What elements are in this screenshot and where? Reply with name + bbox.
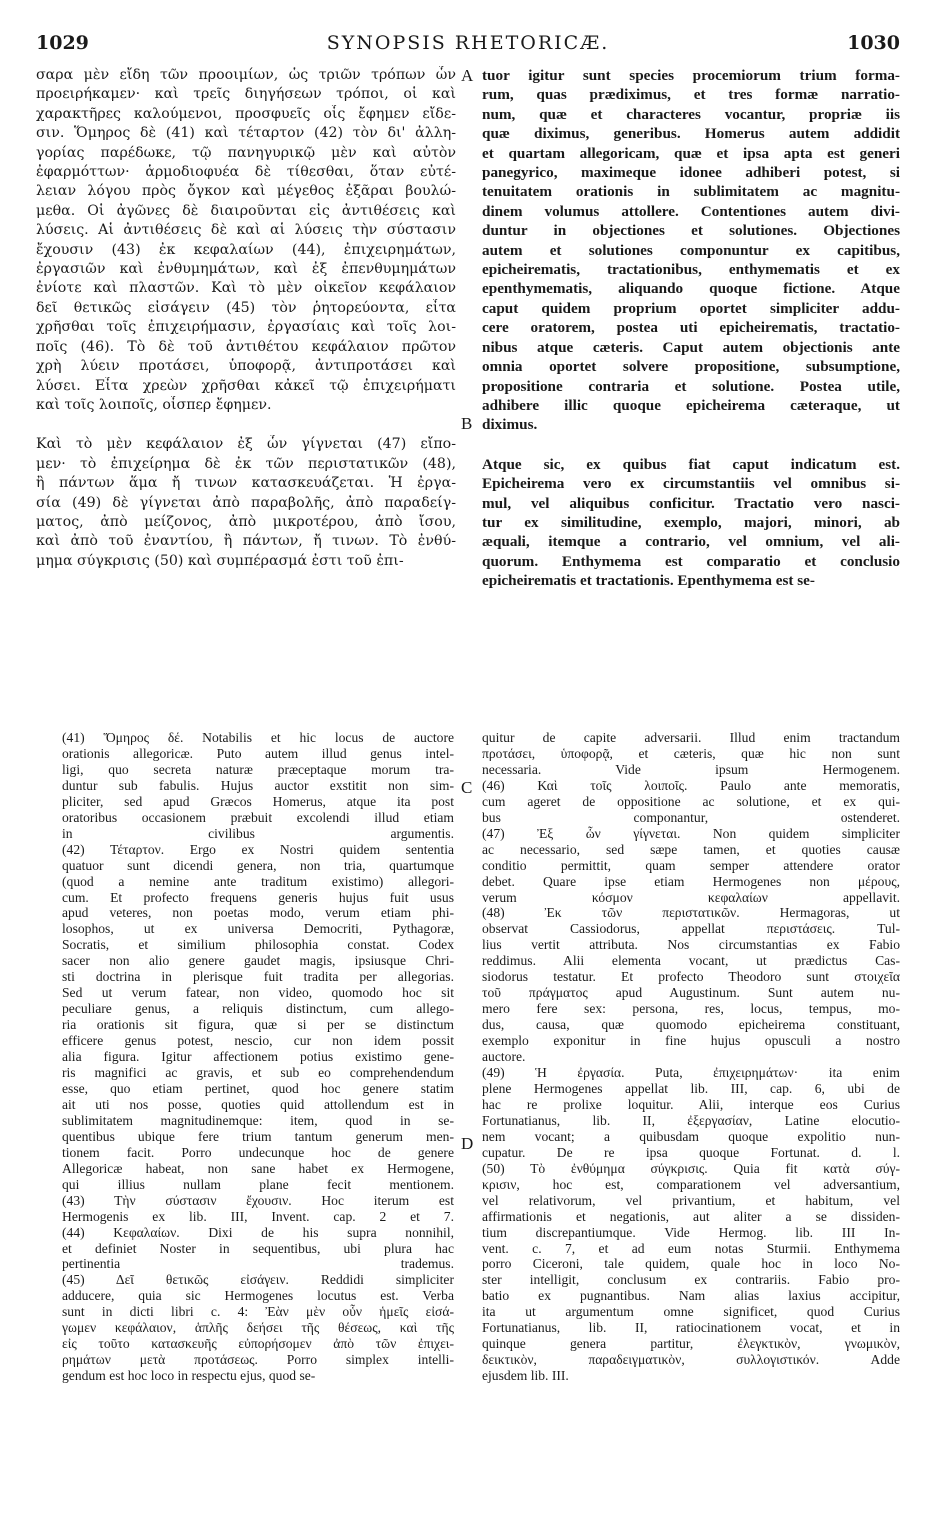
footnote-line: nem vocant; a quibusdam quoque expolitio nun- [482,1128,900,1144]
margin-marker-c: C [461,778,473,797]
latin-line: tur ex similitudine, exemplo, majori, minori, ab [482,513,900,531]
footnote-line: (48) Ἐκ τῶν περιστατικῶν. Hermagoras, ut [482,905,900,921]
page-number-right: 1030 [847,32,900,54]
page-number-left: 1029 [36,32,89,54]
greek-line: προειρήκαμεν· καὶ τρεῖς διηγήσεων τρόποι, οἱ καὶ [36,86,456,103]
latin-line: Epicheirema vero ex circumstantiis vel omnibus si- [482,475,900,493]
footnote-line: tium discrepantiumque. Vide Hermog. lib. III In- [482,1224,900,1240]
latin-line: et quartam allegoricam, quæ et ipsa apta est generi [482,144,900,162]
footnote-line: Allegoricæ habeat, non sane habet ex Hermogene, [62,1160,454,1176]
latin-line: epicheirematis, tractationibus, enthymematis et ex [482,261,900,279]
footnote-line: auctore. [482,1049,526,1065]
latin-line: rum, quas prædiximus, et tres formæ narratio- [482,86,900,104]
greek-line: μεν· τὸ ἐπιχείρημα δὲ ἐκ τῶν περιστατικῶν (48), [36,455,456,472]
footnote-line: κρισιν, hoc est, comparationem vel adversantium, [482,1176,900,1192]
footnotes-left-column [62,730,454,1384]
footnote-line: esse, quo etiam pertinet, quod hoc genere statim [62,1080,454,1096]
latin-line: tenuitatem orationis in sublimitatem ac magnitu- [482,183,900,201]
footnote-line: sti doctrina in plerisque fuit tradita per allegorias. [62,969,454,985]
latin-paragraph-1 [482,66,900,435]
latin-line: autem et solutiones componuntur ex capitibus, [482,241,900,259]
footnote-line: εἰς τοῦτο κατασκευῆς εὐπορήσομεν ἀπὸ τῶν ἐπιχει- [62,1336,454,1352]
greek-line: λύσει. Εἶτα χρεὼν χρῆσθαι κἀκεῖ τῷ ἐπιχειρήματι [36,377,456,394]
greek-line: λειαν λόγου πρὸς ὄγκον καὶ μέγεθος ἐξᾶραι βουλώ- [36,183,456,200]
greek-line: καὶ ἀπὸ τοῦ ἐναντίου, ἢ πάντων, ἤ τινων. Τὸ ἐνθύ- [36,533,456,550]
greek-line: ἐνίοτε καὶ πλαστῶν. Καὶ τὸ μὲν οἰκεῖον κεφάλαιον [36,280,456,297]
footnote-line: ria orationis sit figura, quæ si per se distinctum [62,1017,454,1033]
footnote-line: Fortunatianus, lib. II, ratiocinationem vocat, et in [482,1320,900,1336]
footnote-line: sunt in dicti libri c. 4: Ἐὰν μὲν οὖν ἡμεῖς εἰσά- [62,1304,454,1320]
footnote-line: observat Cassiodorus, appellat περιστάσεις. Tul- [482,921,900,937]
greek-line: καὶ τοῖς λοιποῖς, οἷσπερ ἔφημεν. [36,396,272,413]
footnote-line: peculiare genus, a reliquis distinctum, cum allego- [62,1001,454,1017]
footnote-line: (50) Τὸ ἐνθύμημα σύγκρισις. Quia fit κατὰ σύγ- [482,1160,900,1176]
footnote-line: debet. Quare ipse etiam Hermogenes non μέρους, [482,873,900,889]
footnote-line: efficere genus potest, nescio, cur non idem possit [62,1033,454,1049]
footnote-line: Hermogenis ex lib. III, Invent. cap. 2 et 7. [62,1208,454,1224]
footnote-line: vel relativorum, vel privantium, et habitum, vel [482,1192,900,1208]
footnote-line: sublimitatem magnitudinemque: item, quod in se- [62,1112,454,1128]
footnote-line: hac re prolixe loquitur. Alii, interque eos Curius [482,1096,900,1112]
footnote-line: pertinentia trademus. [62,1256,454,1272]
footnote-line: (41) Ὅμηρος δέ. Notabilis et hic locus de auctore [62,730,454,745]
latin-line: cere oratorem, postea uti epicheirematis, tractatio- [482,319,900,337]
footnote-line: (49) Ἡ ἐργασία. Puta, ἐπιχειρημάτων· ita enim [482,1065,900,1081]
footnote-line: ac necessario, sed sæpe tamen, et quoties causæ [482,841,900,857]
greek-line: σιν. Ὅμηρος δὲ (41) καὶ τέταρτον (42) τὸν δι' ἀλλη- [36,125,456,142]
running-title: SYNOPSIS RHETORICÆ. [326,32,610,54]
footnote-line: cupatur. De re ipsa quoque Fortunat. d. l. [482,1144,900,1160]
footnote-line: duntur sub fabulis. Hujus auctor exstitit non sim- [62,777,454,793]
latin-line: omnia oportet solvere propositione, subsumptione, [482,358,900,376]
footnote-line: porro Ciceroni, tale quidem, quale hoc in loco No- [482,1256,900,1272]
footnote-line: batio ex pugnantibus. Nam alias laxius accipitur, [482,1288,900,1304]
footnote-line: in civilibus argumentis. [62,825,454,841]
footnote-line: vent. c. 7, et ad eum notas Sturmii. Enthymema [482,1240,900,1256]
latin-line: Atque sic, ex quibus fiat caput indicatum est. [482,455,900,473]
latin-line: duntur in objectiones et solutiones. Objectiones [482,222,900,240]
latin-line: quæ diximus, generibus. Homerus autem addidit [482,125,900,143]
footnote-line: siodorus testatur. Et profecto Theodoro sunt στοιχεῖα [482,969,900,985]
footnote-line: orationis allegoricæ. Puto autem illud genus intel- [62,745,454,761]
latin-line: adhibere illic quoque epicheirema cæteraque, ut [482,396,900,414]
latin-translation-column [482,66,900,591]
footnote-line: gendum est hoc loco in respectu ejus, quod se- [62,1368,316,1384]
footnotes-right-column [482,730,900,1384]
footnote-line: (44) Κεφαλαίων. Dixi de his supra nonnihil, [62,1224,454,1240]
greek-line: χρῆσθαι τοῖς ἐπιχειρήμασιν, ἐργασίαις καὶ τοῖς λοι- [36,319,456,336]
footnote-line: Socratis, et similium philosophia constat. Codex [62,937,454,953]
latin-line: panegyrico, maximeque idonee adhiberi potest, si [482,164,900,182]
footnote-line: Fortunatianus, lib. II, ἐξεργασίαν, Latine elocutio- [482,1112,900,1128]
footnote-line: tionem facit. Porro undecunque hoc de genere [62,1144,454,1160]
margin-marker-a: A [461,66,474,85]
greek-line: μημα σύγκρισις (50) καὶ συμπέρασμά ἐστι τοῦ ἐπι- [36,552,404,569]
latin-line: epenthymematis, aliquando quoque fictione. Atque [482,280,900,298]
footnote-line: (42) Τέταρτον. Ergo ex Nostri quidem sententia [62,841,454,857]
greek-line: γορίας παρέδωκε, τῷ πανηγυρικῷ μὲν καὶ αὐτὸν [36,144,456,161]
greek-line: ἔχουσιν (43) ἐκ κεφαλαίων (44), ἐπιχειρημάτων, [36,241,456,258]
latin-line: tuor igitur sunt species procemiorum trium forma- [482,67,900,84]
greek-text-column [36,66,456,571]
footnote-line: plene Hermogenes appellat lib. III, cap. 6, ubi de [482,1080,900,1096]
latin-line: æquali, itemque a contrario, vel omnium, vel ali- [482,533,900,551]
footnote-line: τοῦ πράγματος apud Augustinum. Sunt autem nu- [482,985,900,1001]
footnote-line: sacer non alio genere gaudet magis, ipsiusque Chri- [62,953,454,969]
greek-paragraph-1 [36,66,456,415]
greek-paragraph-2 [36,435,456,571]
footnote-line: δεικτικὸν, παραδειγματικὸν, συλλογιστικόν. Adde [482,1352,900,1368]
latin-line: dinem volumus attollere. Contentiones autem divi- [482,202,900,220]
footnote-line: cum. Et profecto frequens generis hujus fuit usus [62,889,454,905]
footnote-line: ris magnifici ac gravis, et sub eo comprehendendum [62,1065,454,1081]
footnote-line: affirmationis et negationis, aut aliter a se dissiden- [482,1208,900,1224]
footnote-line: ster intelligit, conclusum ex contrariis. Fabio pro- [482,1272,900,1288]
running-header [36,32,900,62]
greek-line: μεθα. Οἱ ἀγῶνες δὲ διαιροῦνται εἰς ἀντιθέσεις καὶ [36,202,456,219]
footnote-line: bus componantur, ostenderet. [482,809,900,825]
footnote-line: reddimus. Alii elementa vocant, ut prædictus Cas- [482,953,900,969]
footnote-line: (quod a nemine ante traditum existimo) allegori- [62,873,454,889]
footnote-line: quatuor sunt dicendi genera, non tria, quartumque [62,857,454,873]
greek-line: Καὶ τὸ μὲν κεφάλαιον ἐξ ὧν γίγνεται (47) εἴπο- [36,436,456,453]
margin-marker-b: B [461,414,473,433]
footnote-line: mero fere sex: persona, res, locus, tempus, mo- [482,1001,900,1017]
latin-paragraph-2 [482,455,900,591]
footnote-line: ρημάτων μετὰ προτάσεως. Porro simplex intelli- [62,1352,454,1368]
latin-line: quorum. Enthymema est comparatio et conclusio [482,552,900,570]
footnote-line: quinque genera partitur, ἐλεγκτικὸν, γνωμικὸν, [482,1336,900,1352]
greek-line: χαρακτῆρες καλούμενοι, προσφυεῖς οἷς ἔφημεν εἴδε- [36,105,456,122]
footnote-line: γωμεν κεφάλαιον, ἁπλῆς δεήσει τῆς θέσεως, καὶ τῆς [62,1320,454,1336]
greek-line: σία (49) δὲ γίγνεται ἀπὸ παραβολῆς, ἀπὸ παραδείγ- [36,494,456,511]
footnote-line: (45) Δεῖ θετικῶς εἰσάγειν. Reddidi simpliciter [62,1272,454,1288]
latin-line: epicheirematis et tractationis. Epenthymema est se- [482,572,815,590]
greek-line: ἐφαρμόττων· ἁρμοδιοφυέα δὲ τίθεσθαι, ὅταν εὐτέ- [36,164,456,181]
latin-line: num, quæ et characteres vocantur, propriæ iis [482,105,900,123]
latin-line: mul, vel aliquibus conficitur. Tractatio vero nasci- [482,494,900,512]
footnote-line: quentibus ubique fere trium tantum generum men- [62,1128,454,1144]
footnote-line: necessaria. Vide ipsum Hermogenem. [482,761,900,777]
footnote-line: conditio permittit, quam semper attendere orator [482,857,900,873]
greek-line: δεῖ θετικῶς εἰσάγειν (45) τὸν ῥητορεύοντα, εἶτα [36,299,456,316]
footnote-line: προτάσει, ὑποφορᾷ, et cæteris, quæ hic non sunt [482,745,900,761]
greek-line: ἐργασιῶν καὶ ἐνθυμημάτων, καὶ ἐξ ἐπενθυμημάτων [36,261,456,278]
footnote-line: losophos, ut ex universa Democriti, Pythagoræ, [62,921,454,937]
margin-marker-d: D [461,1134,474,1153]
latin-line: diximus. [482,416,538,434]
greek-line: ἢ πάντων ἅμα ἤ τινων κατασκευάζεται. Ἡ ἐργα- [36,475,456,492]
footnote-line: et definiet Noster in sequentibus, ubi plura hac [62,1240,454,1256]
greek-line: σαρα μὲν εἴδη τῶν προοιμίων, ὡς τριῶν τρόπων ὧν [36,67,456,83]
footnote-line: quitur de capite adversarii. Illud enim tractandum [482,730,900,745]
footnote-line: exemplo exponitur in fine hujus opusculi a nostro [482,1033,900,1049]
latin-line: nibus atque cæteris. Caput autem objectionis ante [482,338,900,356]
footnote-line: adducere, quia sic Hermogenes locutus est. Verba [62,1288,454,1304]
latin-line: propositione contraria et solutione. Postea utile, [482,377,900,395]
footnote-line: dus, causa, quæ quomodo epicheirema constituant, [482,1017,900,1033]
footnote-line: apud veteres, non poetas modo, verum etiam phi- [62,905,454,921]
footnote-line: ait uti nos posse, quoties quid attollendum est in [62,1096,454,1112]
footnote-line: (47) Ἐξ ὧν γίγνεται. Non quidem simpliciter [482,825,900,841]
footnote-line: verum κόσμον κεφαλαίων appellavit. [482,889,900,905]
footnote-line: oratoribus occasionem præbuit excolendi illud etiam [62,809,454,825]
footnote-line: ligi, quo secreta naturæ præceptaque morum tra- [62,761,454,777]
footnote-line: pliciter, sed apud Græcos Homerus, atque ita post [62,793,454,809]
footnote-line: qui illius nullam plane fecit mentionem. [62,1176,454,1192]
greek-line: λύσεις. Αἱ ἀντιθέσεις δὲ καὶ αἱ λύσεις τὴν σύστασιν [36,222,456,239]
footnote-line: ejusdem lib. III. [482,1368,569,1384]
footnote-line: alia figura. Igitur affectionem potius existimo gene- [62,1049,454,1065]
footnote-line: (43) Τὴν σύστασιν ἔχουσιν. Hoc iterum est [62,1192,454,1208]
greek-line: ποῖς (46). Τὸ δὲ τοῦ ἀντιθέτου κεφάλαιον πρῶτον [36,338,456,355]
footnote-line: (46) Καὶ τοῖς λοιποῖς. Paulo ante memoratis, [482,777,900,793]
footnote-line: cum ageret de oppositione ac solutione, et ex qui- [482,793,900,809]
footnote-line: lius vertit attributa. Nos circumstantias ex Fabio [482,937,900,953]
greek-line: ματος, ἀπὸ μείζονος, ἀπὸ μικροτέρου, ἀπὸ ἴσου, [36,513,456,530]
footnote-line: ita ut argumentum omne significet, quod Curius [482,1304,900,1320]
latin-line: caput quidem proprium oportet simpliciter addu- [482,299,900,317]
footnote-line: Sed ut verum fatear, non video, quomodo hoc sit [62,985,454,1001]
greek-line: χρὴ λύειν προτάσει, ὑποφορᾷ, ἀντιπροτάσει καὶ [36,358,456,375]
